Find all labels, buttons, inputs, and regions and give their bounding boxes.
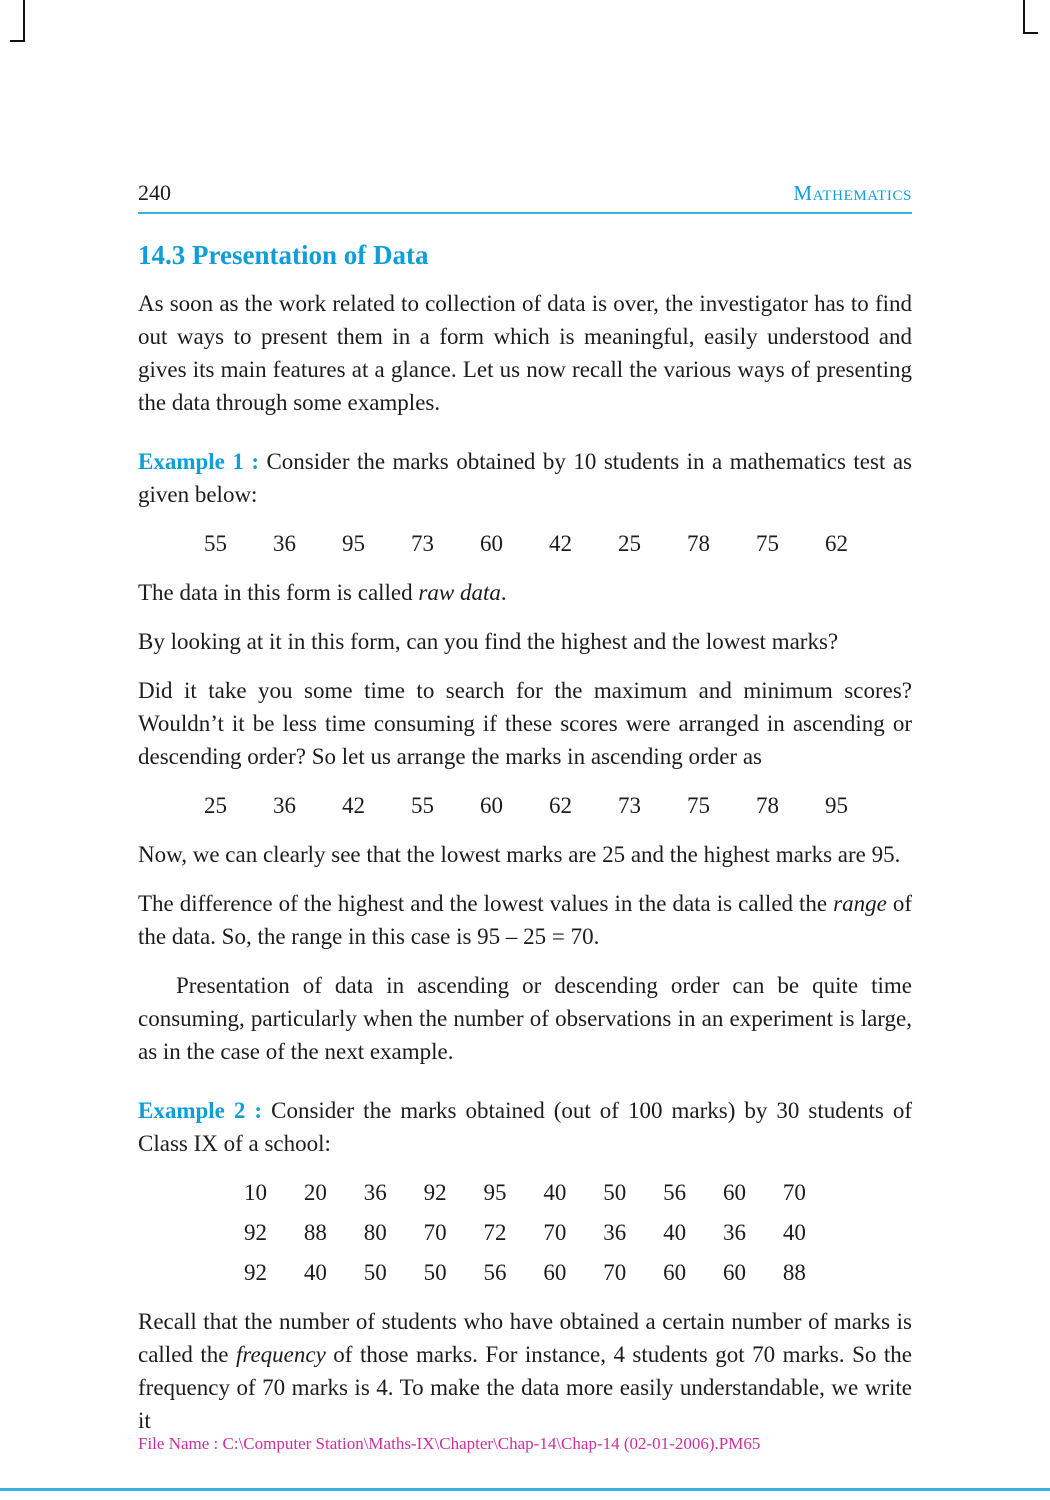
mark-value: 60 [480, 793, 503, 818]
mark-value: 20 [303, 1180, 327, 1205]
frequency-term: frequency [235, 1342, 326, 1367]
mark-value: 40 [303, 1260, 327, 1285]
mark-value: 60 [723, 1260, 746, 1285]
raw-data-term: raw data [418, 580, 501, 605]
mark-value: 73 [411, 531, 434, 556]
example2-intro [138, 1094, 912, 1160]
mark-value: 70 [782, 1180, 806, 1205]
mark-value: 88 [782, 1260, 806, 1285]
mark-value: 62 [549, 793, 572, 818]
range-before: The difference of the highest and the lowest values in the data is called the [138, 891, 834, 916]
observation-paragraph: Now, we can clearly see that the lowest marks are 25 and the highest marks are 95. [138, 842, 901, 867]
example1-raw-marks-row [138, 527, 912, 560]
example2-marks-row-2 [138, 1216, 912, 1249]
mark-value: 95 [483, 1180, 507, 1205]
mark-value: 92 [244, 1220, 267, 1245]
mark-value: 42 [549, 531, 572, 556]
mark-value: 70 [543, 1220, 567, 1245]
example1-text: Consider the marks obtained by 10 students in a mathematics test as given below: [138, 449, 912, 507]
mark-value: 92 [423, 1180, 447, 1205]
intro-paragraph: As soon as the work related to collection of data is over, the investigator has to find out ways to present them in a form which is meaningful, easily understood and gives its main features at a glance. Let us now recall the various ways of presenting the data through some examples. [138, 291, 912, 415]
mark-value: 36 [723, 1220, 746, 1245]
raw-data-before: The data in this form is called [138, 580, 419, 605]
mark-value: 42 [342, 793, 365, 818]
section-title: 14.3 Presentation of Data [138, 240, 429, 270]
mark-value: 73 [618, 793, 641, 818]
page-header [138, 180, 912, 206]
mark-value: 50 [603, 1180, 627, 1205]
crop-mark-top-right [1023, 0, 1038, 34]
frequency-before: Recall that the number of students who have obtained a certain number of marks is called the [138, 1309, 912, 1367]
mark-value: 55 [204, 531, 227, 556]
frequency-sentence [138, 1305, 912, 1437]
bottom-rule [0, 1488, 1050, 1491]
mark-value: 36 [273, 531, 296, 556]
mark-value: 95 [342, 531, 365, 556]
file-name-footer: File Name : C:\Computer Station\Maths-IX\Chapter\Chap-14\Chap-14 (02-01-2006).PM65 [138, 1434, 761, 1453]
question1-paragraph: By looking at it in this form, can you find the highest and the lowest marks? [138, 629, 839, 654]
range-term: range [833, 891, 887, 916]
mark-value: 75 [756, 531, 779, 556]
header-rule [138, 212, 912, 214]
mark-value: 40 [543, 1180, 567, 1205]
example2-text: Consider the marks obtained (out of 100 marks) by 30 students of Class IX of a school: [138, 1098, 912, 1156]
mark-value: 62 [825, 531, 848, 556]
mark-value: 40 [782, 1220, 806, 1245]
mark-value: 78 [756, 793, 779, 818]
mark-value: 56 [483, 1260, 507, 1285]
frequency-after: of those marks. For instance, 4 students got 70 marks. So the frequency of 70 marks is 4. To make the data more easily understandable, we write it [138, 1342, 912, 1433]
raw-data-after: . [500, 580, 507, 605]
example1-sorted-marks-row [138, 789, 912, 822]
mark-value: 40 [663, 1220, 687, 1245]
mark-value: 25 [204, 793, 227, 818]
example2-marks-row-1 [138, 1176, 912, 1209]
mark-value: 95 [825, 793, 848, 818]
mark-value: 25 [618, 531, 641, 556]
range-after: of the data. So, the range in this case is 95 – 25 = 70. [138, 891, 912, 949]
page-content [138, 180, 912, 1453]
mark-value: 92 [244, 1260, 267, 1285]
question2-paragraph: Did it take you some time to search for the maximum and minimum scores? Wouldn’t it be less time consuming if these scores were arranged in ascending or descending order? So let us arrange the marks in ascending order as [138, 678, 912, 769]
example2-label: Example 2 : [138, 1098, 272, 1123]
crop-mark-top-left [10, 0, 25, 42]
mark-value: 50 [423, 1260, 447, 1285]
raw-data-sentence [138, 576, 912, 609]
closing-paragraph: Presentation of data in ascending or descending order can be quite time consuming, particularly when the number of observations in an experiment is large, as in the case of the next example. [138, 973, 912, 1064]
example2-marks-row-3 [138, 1256, 912, 1289]
mark-value: 88 [303, 1220, 327, 1245]
example1-label: Example 1 : [138, 449, 267, 474]
mark-value: 55 [411, 793, 434, 818]
mark-value: 36 [603, 1220, 627, 1245]
mark-value: 36 [273, 793, 296, 818]
mark-value: 78 [687, 531, 710, 556]
mark-value: 72 [483, 1220, 507, 1245]
mark-value: 70 [603, 1260, 627, 1285]
mark-value: 80 [363, 1220, 387, 1245]
mark-value: 60 [480, 531, 503, 556]
example1-intro [138, 445, 912, 511]
mark-value: 50 [363, 1260, 387, 1285]
mark-value: 10 [244, 1180, 267, 1205]
page-number: 240 [138, 180, 171, 205]
mark-value: 60 [663, 1260, 687, 1285]
mark-value: 36 [363, 1180, 387, 1205]
mark-value: 56 [663, 1180, 687, 1205]
mark-value: 70 [423, 1220, 447, 1245]
range-sentence [138, 887, 912, 953]
running-head: Mathematics [793, 181, 912, 205]
mark-value: 75 [687, 793, 710, 818]
mark-value: 60 [543, 1260, 567, 1285]
mark-value: 60 [723, 1180, 746, 1205]
